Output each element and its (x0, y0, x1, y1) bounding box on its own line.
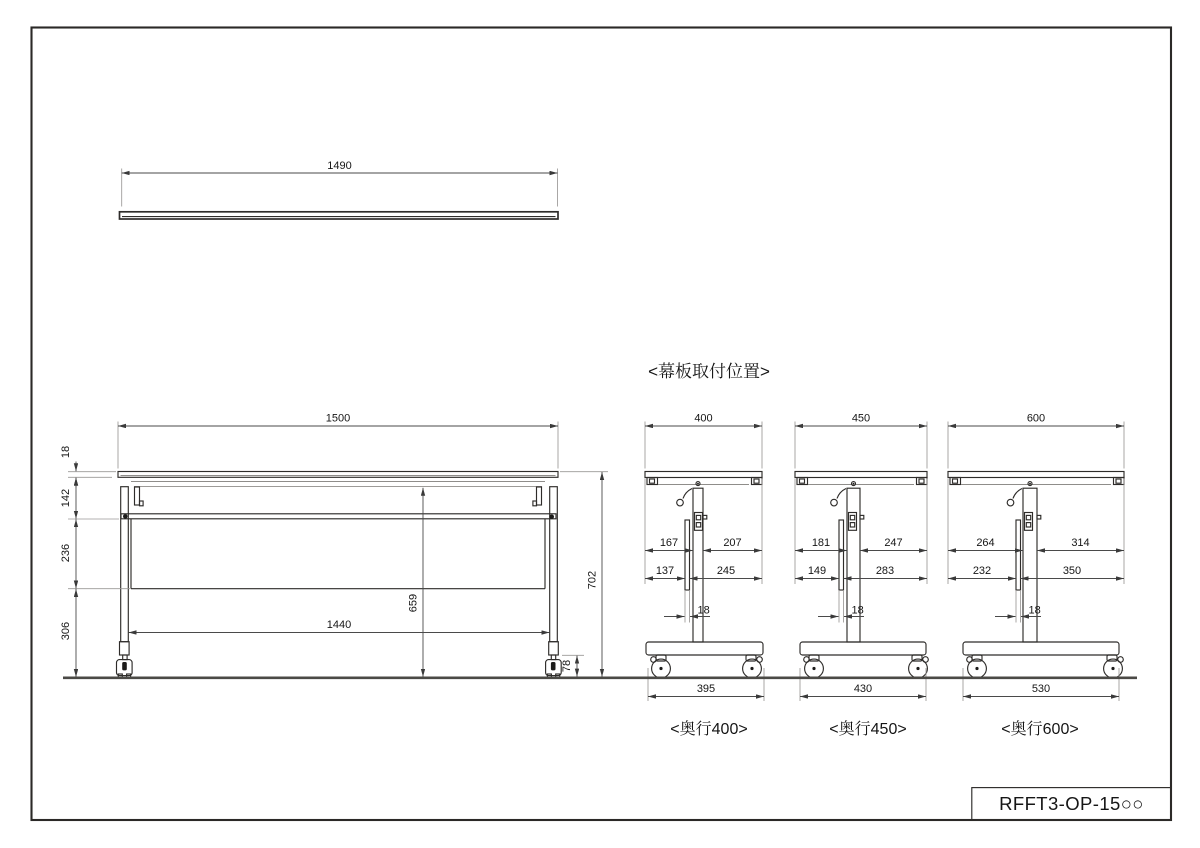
dim-depth: 450 (851, 412, 871, 425)
dim-column-to-back: 314 (1071, 537, 1090, 549)
front-tabletop (118, 472, 558, 478)
outlet-box (849, 513, 864, 531)
dim-panel-to-back: 245 (716, 565, 736, 577)
hanger-cable (837, 489, 846, 499)
side-tabletop (795, 472, 927, 478)
side-column (847, 488, 860, 642)
side-modesty-panel (839, 520, 844, 623)
side-caster-right (909, 655, 929, 678)
dim-front-to-panel: 137 (655, 565, 675, 577)
top-view-panel (120, 212, 559, 219)
side-caster-left (651, 655, 671, 678)
title-block (972, 788, 1171, 820)
dim-panel-height: 236 (60, 543, 72, 563)
side-caster-right (743, 655, 763, 678)
side-base (963, 642, 1119, 655)
side-tabletop (948, 472, 1124, 478)
front-bracket-right (533, 487, 542, 506)
dim-front-width: 1500 (325, 412, 351, 425)
side-caster-left (804, 655, 824, 678)
dim-front-to-panel: 232 (972, 565, 992, 577)
top-view (120, 160, 559, 219)
dim-total-height: 702 (586, 570, 599, 590)
outlet-box (695, 513, 707, 531)
side-tabletop (645, 472, 762, 478)
hanger-cable (1013, 489, 1022, 499)
front-caster-right (546, 642, 562, 678)
depth-label: <奥行600> (1001, 721, 1079, 738)
dim-top-to-rail: 142 (60, 488, 72, 508)
dim-top-thickness: 18 (60, 445, 72, 459)
dim-caster-height: 78 (561, 659, 573, 673)
model-number: RFFT3-OP-15○○ (999, 793, 1144, 814)
dim-top-length: 1490 (327, 160, 352, 172)
dim-front-to-column: 181 (811, 537, 831, 549)
hanger-hook (831, 499, 838, 506)
dim-caster-span: 430 (853, 683, 873, 695)
side-modesty-panel (1016, 520, 1021, 623)
front-view (60, 413, 608, 678)
side-caster-left (967, 655, 987, 678)
dim-depth: 600 (1026, 412, 1046, 425)
side-base (646, 642, 763, 655)
dim-panel-thickness: 18 (697, 604, 710, 617)
front-rail (121, 514, 556, 519)
hanger-cable (683, 489, 692, 499)
dim-column-to-back: 247 (884, 537, 903, 549)
dim-panel-to-back: 350 (1062, 565, 1082, 577)
dim-front-to-panel: 149 (807, 565, 827, 577)
front-caster-left (117, 642, 133, 678)
outlet-box (1025, 513, 1041, 531)
dim-caster-span: 530 (1031, 683, 1051, 695)
dim-front-to-column: 264 (976, 537, 995, 549)
front-leg-right (550, 487, 558, 642)
dim-panel-to-back: 283 (875, 565, 895, 577)
side-base (800, 642, 926, 655)
section-title: <幕板取付位置> (648, 362, 770, 381)
front-bracket-left (135, 487, 144, 506)
dim-depth: 400 (694, 412, 713, 425)
dim-underside-height: 659 (407, 593, 420, 613)
dim-panel-thickness: 18 (1028, 604, 1041, 617)
dim-panel-to-floor: 306 (60, 621, 72, 641)
side-column (693, 488, 703, 642)
side-column (1023, 488, 1037, 642)
side-caster-right (1104, 655, 1124, 678)
dim-panel-thickness: 18 (851, 604, 864, 617)
side-view-450 (795, 413, 928, 739)
dim-caster-span: 395 (696, 683, 716, 695)
dim-front-to-column: 167 (659, 537, 679, 549)
hanger-hook (677, 499, 684, 506)
depth-label: <奥行400> (670, 721, 748, 738)
side-modesty-panel (685, 520, 690, 623)
drawing-frame (32, 28, 1172, 821)
front-leg-left (121, 487, 129, 642)
side-view-400 (645, 413, 764, 739)
hanger-hook (1007, 499, 1014, 506)
front-modesty-panel (131, 519, 545, 589)
depth-label: <奥行450> (829, 721, 907, 738)
side-view-600 (948, 413, 1124, 739)
dim-column-to-back: 207 (723, 537, 742, 549)
dim-leg-span: 1440 (326, 619, 352, 631)
